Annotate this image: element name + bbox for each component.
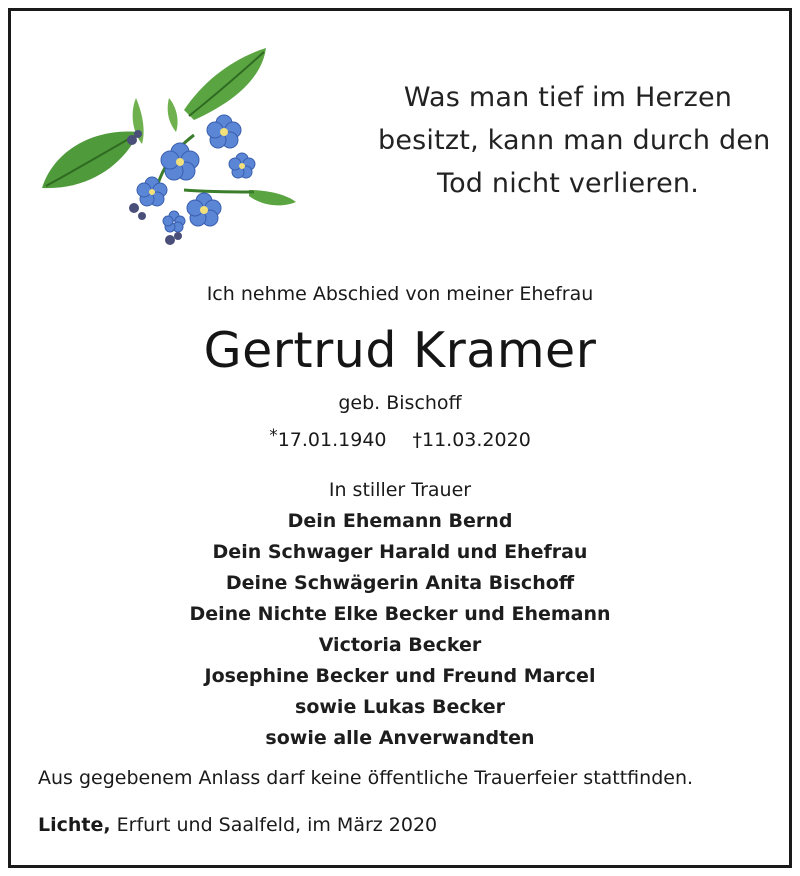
birth-symbol: *: [269, 426, 278, 446]
quote-line: Was man tief im Herzen: [403, 82, 733, 113]
place-and-date: [38, 814, 437, 836]
mourner-line: Dein Ehemann Bernd: [287, 510, 513, 532]
birth-date: 17.01.1940: [277, 429, 387, 451]
life-dates: [0, 426, 800, 451]
intro-text: Ich nehme Abschied von meiner Ehefrau: [206, 283, 594, 305]
mourner-line: Dein Schwager Harald und Ehefrau: [212, 541, 588, 563]
death-symbol: †: [412, 429, 422, 451]
place-town: Lichte,: [38, 814, 111, 836]
mourner-line: Deine Schwägerin Anita Bischoff: [225, 572, 575, 594]
deceased-name: Gertrud Kramer: [203, 322, 597, 379]
quote-line: Tod nicht verlieren.: [436, 168, 699, 199]
memorial-quote: [378, 76, 771, 205]
ceremony-notice: Aus gegebenem Anlass darf keine öffentliche Trauerfeier stattfinden.: [38, 767, 694, 789]
mourner-line: sowie Lukas Becker: [295, 696, 505, 718]
mourner-line: Josephine Becker und Freund Marcel: [204, 665, 596, 687]
maiden-name: geb. Bischoff: [338, 392, 462, 414]
forget-me-not-flower-icon: [34, 40, 314, 250]
mourner-line: Victoria Becker: [318, 634, 482, 656]
death-date: 11.03.2020: [422, 429, 531, 451]
mourners-list: [0, 506, 800, 754]
place-rest: Erfurt und Saalfeld, im März 2020: [110, 814, 438, 836]
quote-line: besitzt, kann man durch den: [378, 125, 771, 156]
grief-label: In stiller Trauer: [328, 479, 472, 501]
mourner-line: sowie alle Anverwandten: [265, 727, 535, 749]
mourner-line: Deine Nichte Elke Becker und Ehemann: [189, 603, 611, 625]
